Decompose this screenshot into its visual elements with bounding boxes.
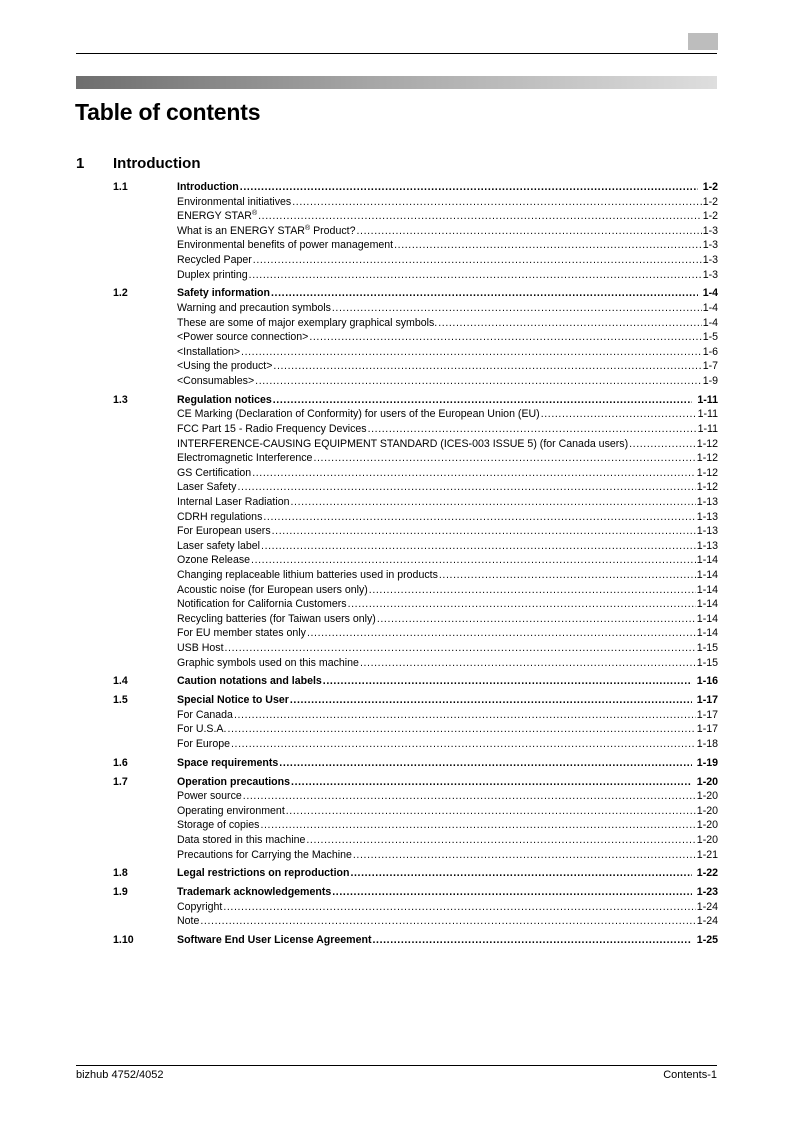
toc-entry[interactable]: [177, 804, 718, 818]
entry-page: 1-2: [702, 210, 718, 223]
entry-page: 1-25: [696, 934, 718, 947]
entry-page: 1-14: [696, 627, 718, 640]
entry-page: 1-24: [696, 900, 718, 913]
dot-leader: [273, 360, 701, 373]
toc-entry[interactable]: [177, 495, 718, 509]
entry-title: For Europe: [177, 738, 230, 750]
entry-page: 1-22: [696, 867, 718, 880]
toc-section-entry[interactable]: [177, 393, 718, 407]
dot-leader: [273, 394, 693, 407]
entry-title: Acoustic noise (for European users only): [177, 583, 368, 596]
entry-title: Laser safety label: [177, 539, 261, 552]
entry-page: 1-20: [696, 834, 718, 846]
entry-title: Environmental benefits of power management: [177, 239, 394, 252]
dot-leader: [290, 694, 692, 707]
dot-leader: [377, 613, 696, 626]
entry-page: 1-20: [696, 819, 718, 832]
dot-leader: [372, 934, 691, 947]
entry-title: Copyright: [177, 900, 223, 913]
entry-page: 1-13: [696, 510, 718, 523]
entry-page: 1-17: [696, 723, 718, 736]
toc-entry[interactable]: [177, 539, 718, 553]
entry-title: Storage of copies: [177, 819, 260, 832]
entry-title: Warning and precaution symbols: [177, 302, 331, 314]
dot-leader: [332, 302, 702, 315]
entry-page: 1-24: [696, 915, 718, 928]
entry-title: USB Host: [177, 642, 224, 654]
toc-entry[interactable]: [177, 374, 718, 388]
entry-page: 1-21: [696, 848, 718, 861]
entry-page: 1-5: [702, 331, 718, 344]
entry-page: 1-13: [696, 539, 718, 552]
entry-title: For Canada: [177, 708, 233, 721]
entry-title: Changing replaceable lithium batteries used in products: [177, 569, 438, 581]
toc-entry[interactable]: [177, 407, 718, 421]
section-number: 1.5: [113, 694, 128, 707]
entry-page: 1-14: [696, 598, 718, 611]
dot-leader: [223, 901, 695, 914]
section-number: 1.6: [113, 756, 128, 769]
toc-entry[interactable]: [177, 789, 718, 803]
entry-page: 1-15: [696, 642, 718, 654]
dot-leader: [279, 757, 692, 770]
toc-entry[interactable]: [177, 451, 718, 465]
entry-title: Laser Safety: [177, 481, 237, 494]
entry-title: FCC Part 15 - Radio Frequency Devices: [177, 423, 367, 435]
toc-section-entry[interactable]: [177, 286, 718, 300]
entry-title: Legal restrictions on reproduction: [177, 867, 350, 880]
entry-title: Recycled Paper: [177, 254, 252, 266]
entry-title: For European users: [177, 525, 271, 538]
dot-leader: [323, 675, 692, 688]
footer-product: bizhub 4752/4052: [76, 1069, 164, 1081]
toc-entry[interactable]: [177, 268, 718, 282]
dot-leader: [356, 225, 701, 238]
chapter-title: Introduction: [113, 155, 201, 172]
entry-page: 1-14: [696, 554, 718, 567]
entry-title: Duplex printing: [177, 268, 248, 281]
entry-page: 1-4: [702, 287, 718, 300]
toc-entry[interactable]: [177, 641, 718, 655]
dot-leader: [348, 598, 696, 611]
toc-entry[interactable]: [177, 359, 718, 373]
entry-title: Software End User License Agreement: [177, 934, 372, 947]
dot-leader: [368, 423, 697, 436]
toc-section-entry[interactable]: [177, 756, 718, 770]
entry-page: 1-11: [697, 408, 718, 421]
toc-entry[interactable]: [177, 253, 718, 267]
entry-title: CE Marking (Declaration of Conformity) for users of the European Union (EU): [177, 408, 540, 421]
entry-page: 1-2: [702, 181, 718, 193]
dot-leader: [255, 375, 702, 388]
toc-entry[interactable]: [177, 818, 718, 832]
entry-page: 1-2: [702, 195, 718, 208]
dot-leader: [438, 317, 701, 330]
dot-leader: [306, 834, 695, 847]
entry-page: 1-3: [702, 239, 718, 252]
section-number: 1.3: [113, 393, 128, 406]
toc-section-entry[interactable]: [177, 775, 718, 789]
dot-leader: [332, 886, 692, 899]
entry-page: 1-12: [696, 452, 718, 465]
dot-leader: [307, 627, 696, 640]
dot-leader: [243, 790, 696, 803]
toc-entry[interactable]: [177, 345, 718, 359]
toc-section-entry[interactable]: [177, 693, 718, 707]
entry-title: Special Notice to User: [177, 694, 289, 707]
dot-leader: [290, 496, 695, 509]
entry-title: For U.S.A.: [177, 723, 227, 736]
dot-leader: [309, 331, 701, 344]
entry-page: 1-12: [696, 437, 718, 450]
dot-leader: [292, 196, 701, 209]
dot-leader: [313, 452, 695, 465]
entry-title: <Consumables>: [177, 375, 255, 387]
dot-leader: [291, 776, 692, 789]
entry-page: 1-20: [696, 790, 718, 803]
section-number: 1.1: [113, 181, 128, 193]
toc-entry[interactable]: [177, 737, 718, 751]
entry-title: GS Certification: [177, 466, 252, 479]
section-number: 1.4: [113, 675, 128, 688]
dot-leader: [251, 554, 696, 567]
dot-leader: [241, 346, 702, 359]
entry-title: These are some of major exemplary graphical symbols.: [177, 316, 438, 329]
toc-entry[interactable]: [177, 626, 718, 640]
entry-title: Precautions for Carrying the Machine: [177, 848, 352, 861]
toc-entry[interactable]: [177, 583, 718, 597]
toc-entry[interactable]: [177, 224, 718, 238]
toc-entry[interactable]: [177, 238, 718, 252]
toc-entry[interactable]: [177, 422, 718, 436]
entry-page: 1-11: [697, 423, 718, 435]
dot-leader: [252, 467, 696, 480]
toc-section-entry[interactable]: [177, 866, 718, 880]
entry-page: 1-23: [696, 886, 718, 899]
dot-leader: [253, 254, 702, 267]
dot-leader: [237, 481, 695, 494]
dot-leader: [353, 849, 696, 862]
entry-page: 1-16: [696, 675, 718, 688]
toc-entry[interactable]: [177, 568, 718, 582]
entry-page: 1-7: [702, 360, 718, 373]
entry-title: Internal Laser Radiation: [177, 496, 290, 508]
entry-title: What is an ENERGY STAR® Product?: [177, 224, 356, 237]
entry-title: For EU member states only: [177, 627, 306, 640]
toc-entry[interactable]: [177, 597, 718, 611]
section-number: 1.9: [113, 886, 128, 899]
entry-page: 1-17: [696, 694, 718, 707]
entry-title: Data stored in this machine: [177, 834, 306, 846]
toc-entry[interactable]: [177, 437, 718, 451]
chapter-number: 1: [76, 155, 85, 172]
entry-page: 1-4: [702, 316, 718, 329]
entry-page: 1-4: [702, 302, 718, 314]
dot-leader: [369, 584, 696, 597]
entry-page: 1-12: [696, 466, 718, 479]
entry-title: Note: [177, 915, 200, 928]
dot-leader: [286, 805, 696, 818]
entry-title: Introduction: [177, 181, 239, 193]
entry-title: Power source: [177, 790, 242, 803]
entry-title: Electromagnetic Interference: [177, 452, 313, 465]
toc-entry[interactable]: [177, 510, 718, 524]
toc-entry[interactable]: [177, 330, 718, 344]
dot-leader: [234, 709, 696, 722]
entry-page: 1-20: [696, 804, 718, 817]
entry-page: 1-20: [696, 775, 718, 788]
toc-entry[interactable]: [177, 209, 718, 223]
toc-entry[interactable]: [177, 524, 718, 538]
entry-title: <Power source connection>: [177, 331, 309, 344]
toc-section-entry[interactable]: [177, 885, 718, 899]
dot-leader: [271, 287, 698, 300]
entry-title: INTERFERENCE-CAUSING EQUIPMENT STANDARD (ICES-003 ISSUE 5) (for Canada users): [177, 437, 629, 450]
entry-title: Environmental initiatives: [177, 195, 292, 208]
toc-entry[interactable]: [177, 316, 718, 330]
toc-entry[interactable]: [177, 612, 718, 626]
section-number: 1.8: [113, 867, 128, 880]
dot-leader: [231, 738, 696, 751]
entry-page: 1-18: [696, 738, 718, 750]
toc-entry[interactable]: [177, 900, 718, 914]
entry-title: Recycling batteries (for Taiwan users only): [177, 612, 376, 625]
entry-page: 1-15: [696, 656, 718, 669]
toc-entry[interactable]: [177, 848, 718, 862]
toc-entry[interactable]: [177, 656, 718, 670]
toc-entry[interactable]: [177, 195, 718, 209]
dot-leader: [200, 915, 695, 928]
dot-leader: [439, 569, 696, 582]
registered-mark: ®: [251, 210, 258, 218]
toc-entry[interactable]: [177, 480, 718, 494]
toc-section-entry[interactable]: [177, 674, 718, 688]
entry-title: Regulation notices: [177, 393, 272, 406]
entry-title: Ozone Release: [177, 554, 251, 567]
entry-page: 1-19: [696, 756, 718, 769]
toc-section-entry[interactable]: [177, 180, 718, 194]
dot-leader: [258, 210, 702, 223]
dot-leader: [272, 525, 696, 538]
registered-mark: ®: [304, 224, 311, 232]
entry-page: 1-3: [702, 254, 718, 266]
dot-leader: [394, 239, 702, 252]
page-title: Table of contents: [75, 99, 261, 125]
entry-title: <Installation>: [177, 345, 241, 358]
dot-leader: [240, 181, 698, 194]
section-number: 1.2: [113, 287, 128, 300]
entry-title: Caution notations and labels: [177, 675, 322, 688]
toc-entry[interactable]: [177, 833, 718, 847]
entry-title: Graphic symbols used on this machine: [177, 656, 359, 669]
dot-leader: [629, 438, 696, 451]
entry-page: 1-11: [697, 393, 718, 406]
section-number: 1.10: [113, 934, 134, 947]
entry-title: Space requirements: [177, 756, 279, 769]
toc-section-entry[interactable]: [177, 933, 718, 947]
entry-page: 1-12: [696, 481, 718, 494]
entry-page: 1-14: [696, 569, 718, 581]
toc-entry[interactable]: [177, 708, 718, 722]
entry-page: 1-14: [696, 583, 718, 596]
entry-page: 1-13: [696, 496, 718, 508]
dot-leader: [360, 657, 696, 670]
toc-entry[interactable]: [177, 301, 718, 315]
entry-title: Notification for California Customers: [177, 598, 347, 611]
entry-title: CDRH regulations: [177, 510, 263, 523]
dot-leader: [227, 723, 695, 736]
toc-entry[interactable]: [177, 466, 718, 480]
entry-page: 1-13: [696, 525, 718, 538]
entry-title: Operation precautions: [177, 775, 291, 788]
entry-title: Trademark acknowledgements: [177, 886, 332, 899]
dot-leader: [261, 540, 696, 553]
entry-title: ENERGY STAR®: [177, 210, 258, 223]
entry-title: Safety information: [177, 287, 271, 300]
dot-leader: [249, 269, 702, 282]
toc-entry[interactable]: [177, 553, 718, 567]
footer-page-label: Contents-1: [663, 1069, 717, 1081]
toc-entry[interactable]: [177, 722, 718, 736]
entry-page: 1-3: [702, 224, 718, 237]
entry-page: 1-9: [702, 375, 718, 387]
dot-leader: [225, 642, 696, 655]
toc-entry[interactable]: [177, 914, 718, 928]
dot-leader: [263, 511, 695, 524]
dot-leader: [350, 867, 691, 880]
entry-page: 1-14: [696, 612, 718, 625]
section-number: 1.7: [113, 775, 128, 788]
entry-page: 1-17: [696, 708, 718, 721]
entry-page: 1-6: [702, 345, 718, 358]
footer-rule: [76, 1065, 717, 1066]
dot-leader: [260, 819, 695, 832]
entry-title: <Using the product>: [177, 360, 273, 373]
dot-leader: [541, 408, 697, 421]
entry-title: Operating environment: [177, 804, 285, 817]
entry-page: 1-3: [702, 268, 718, 281]
